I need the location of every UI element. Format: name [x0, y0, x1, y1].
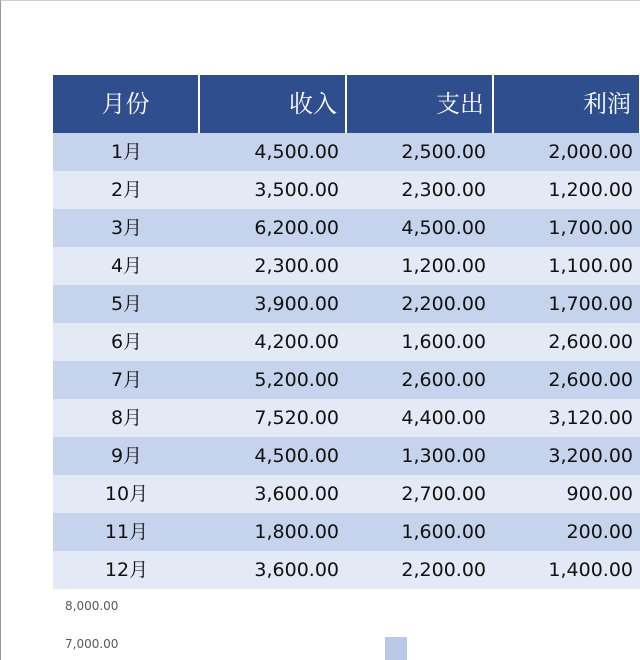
cell-expense: 2,200.00: [401, 559, 486, 581]
cell-expense: 4,400.00: [401, 407, 486, 429]
table-header-row: [53, 75, 640, 133]
cell-profit: 2,600.00: [548, 331, 633, 353]
cell-profit: 900.00: [566, 483, 633, 505]
cell-expense: 2,700.00: [401, 483, 486, 505]
cell-income: 7,520.00: [254, 407, 339, 429]
cell-profit: 3,200.00: [548, 445, 633, 467]
cell-expense: 2,600.00: [401, 369, 486, 391]
table-body: [53, 133, 640, 589]
cell-profit: 1,700.00: [548, 293, 633, 315]
cell-expense: 2,300.00: [401, 179, 486, 201]
cell-income: 4,500.00: [254, 141, 339, 163]
cell-expense: 2,500.00: [401, 141, 486, 163]
cell-income: 3,600.00: [254, 559, 339, 581]
table-row: [53, 285, 640, 323]
cell-income: 2,300.00: [254, 255, 339, 277]
header-expense: 支出: [347, 75, 494, 133]
table-row: [53, 171, 640, 209]
cell-expense: 1,600.00: [401, 521, 486, 543]
table-row: [53, 247, 640, 285]
cell-expense: 1,200.00: [401, 255, 486, 277]
header-profit: 利润: [494, 75, 640, 133]
data-table: [53, 75, 640, 589]
cell-expense: 4,500.00: [401, 217, 486, 239]
cell-month: 12月: [104, 559, 149, 581]
cell-profit: 3,120.00: [548, 407, 633, 429]
cell-income: 3,600.00: [254, 483, 339, 505]
cell-income: 1,800.00: [254, 521, 339, 543]
cell-month: 10月: [104, 483, 149, 505]
cell-profit: 200.00: [566, 521, 633, 543]
cell-month: 9月: [110, 445, 143, 467]
table-row: [53, 551, 640, 589]
cell-month: 5月: [110, 293, 143, 315]
cell-profit: 1,100.00: [548, 255, 633, 277]
cell-profit: 1,400.00: [548, 559, 633, 581]
cell-month: 3月: [110, 217, 143, 239]
table-row: [53, 323, 640, 361]
table-row: [53, 209, 640, 247]
cell-profit: 1,700.00: [548, 217, 633, 239]
table-row: [53, 133, 640, 171]
cell-expense: 2,200.00: [401, 293, 486, 315]
cell-month: 1月: [110, 141, 143, 163]
cell-income: 3,500.00: [254, 179, 339, 201]
cell-profit: 1,200.00: [548, 179, 633, 201]
cell-income: 6,200.00: [254, 217, 339, 239]
cell-month: 8月: [110, 407, 143, 429]
cell-month: 11月: [104, 521, 149, 543]
cell-income: 4,200.00: [254, 331, 339, 353]
chart-bar: [385, 637, 407, 660]
cell-month: 2月: [110, 179, 143, 201]
header-income: 收入: [200, 75, 347, 133]
table-row: [53, 361, 640, 399]
cell-month: 7月: [110, 369, 143, 391]
cell-profit: 2,600.00: [548, 369, 633, 391]
cell-income: 4,500.00: [254, 445, 339, 467]
table-row: [53, 513, 640, 551]
cell-profit: 2,000.00: [548, 141, 633, 163]
table-row: [53, 475, 640, 513]
cell-expense: 1,300.00: [401, 445, 486, 467]
chart-y-tick: 8,000.00: [65, 599, 119, 613]
table-row: [53, 437, 640, 475]
cell-month: 6月: [110, 331, 143, 353]
cell-income: 5,200.00: [254, 369, 339, 391]
header-month: 月份: [53, 75, 200, 133]
chart-y-tick: 7,000.00: [65, 637, 119, 651]
cell-income: 3,900.00: [254, 293, 339, 315]
table-row: [53, 399, 640, 437]
cell-expense: 1,600.00: [401, 331, 486, 353]
cell-month: 4月: [110, 255, 143, 277]
